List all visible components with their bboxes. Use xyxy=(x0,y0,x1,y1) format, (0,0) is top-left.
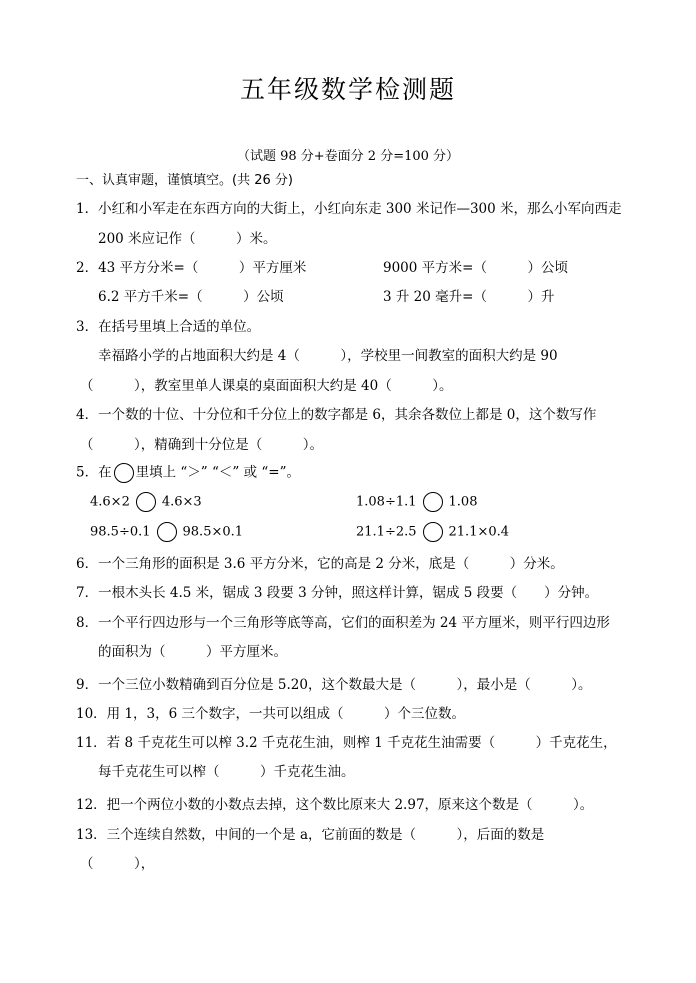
question-12: 12．把一个两位小数的小数点去掉，这个数比原来大 2.97，原来这个数是（ ）。 xyxy=(76,797,594,813)
compare-item-3 xyxy=(90,522,243,543)
question-2-item-1: 2．43 平方分米=（ ）平方厘米 xyxy=(76,260,307,276)
score-note: （试题 98 分+卷面分 2 分=100 分） xyxy=(236,149,460,164)
question-5-suffix: 里填上 “＞” “＜” 或 “=”。 xyxy=(135,464,300,481)
compare-circle-1[interactable] xyxy=(136,492,156,512)
compare-circle-4[interactable] xyxy=(423,522,443,542)
compare-item-4 xyxy=(356,522,509,543)
compare-item-2 xyxy=(356,492,477,513)
question-4-line-1: 4．一个数的十位、十分位和千分位上的数字都是 6，其余各数位上都是 0，这个数写作 xyxy=(76,407,597,423)
question-11-line-1: 11．若 8 千克花生可以榨 3.2 千克花生油，则榨 1 千克花生油需要（ ）千克花生， xyxy=(76,735,617,751)
question-3-line-3: （ ），教室里单人课桌的桌面面积大约是 40（ ）。 xyxy=(80,378,453,394)
circle-blank-icon xyxy=(114,463,134,483)
compare-item-1 xyxy=(90,492,202,513)
compare-left: 21.1÷2.5 xyxy=(356,524,417,540)
question-11-line-2: 每千克花生可以榨（ ）千克花生油。 xyxy=(98,764,355,780)
question-13-line-1: 13．三个连续自然数，中间的一个是 a，它前面的数是（ ），后面的数是 xyxy=(76,827,545,843)
compare-right: 98.5×0.1 xyxy=(182,524,244,540)
question-7: 7．一根木头长 4.5 米，锯成 3 段要 3 分钟，照这样计算，锯成 5 段要（ ）分钟。 xyxy=(76,585,599,601)
compare-left: 1.08÷1.1 xyxy=(356,494,417,510)
page-title: 五年级数学检测题 xyxy=(239,75,456,104)
compare-left: 98.5÷0.1 xyxy=(90,524,151,540)
question-8-line-2: 的面积为（ ）平方厘米。 xyxy=(98,644,287,660)
question-2-item-2: 9000 平方米=（ ）公顷 xyxy=(383,260,568,276)
compare-left: 4.6×2 xyxy=(90,494,130,510)
question-2-item-4: 3 升 20 毫升=（ ）升 xyxy=(383,289,555,305)
question-1-line-1: 1．小红和小军走在东西方向的大街上，小红向东走 300 米记作—300 米，那么小军向西走 xyxy=(76,201,622,217)
question-13-line-2: （ ）， xyxy=(80,856,155,872)
question-4-line-2: （ ），精确到十分位是（ ）。 xyxy=(80,437,323,453)
question-2-item-3: 6.2 平方千米=（ ）公顷 xyxy=(98,289,284,305)
question-5-instruction xyxy=(76,463,300,483)
compare-right: 21.1×0.4 xyxy=(448,524,510,540)
compare-right: 1.08 xyxy=(448,494,478,510)
question-5-prefix: 5．在 xyxy=(76,464,112,481)
compare-circle-2[interactable] xyxy=(423,492,443,512)
section-heading: 一、认真审题，谨慎填空。(共 26 分) xyxy=(76,173,293,188)
question-3-line-1: 3．在括号里填上合适的单位。 xyxy=(76,319,261,335)
question-1-line-2: 200 米应记作（ ）米。 xyxy=(98,231,277,247)
question-10: 10．用 1，3，6 三个数字，一共可以组成（ ）个三位数。 xyxy=(76,706,466,722)
question-3-line-2: 幸福路小学的占地面积大约是 4（ ），学校里一间教室的面积大约是 90 xyxy=(98,348,558,364)
question-6: 6．一个三角形的面积是 3.6 平方分米，它的高是 2 分米，底是（ ）分米。 xyxy=(76,556,564,572)
question-8-line-1: 8．一个平行四边形与一个三角形等底等高，它们的面积差为 24 平方厘米，则平行四边形 xyxy=(76,615,610,631)
compare-right: 4.6×3 xyxy=(161,494,202,510)
compare-circle-3[interactable] xyxy=(157,522,177,542)
question-9: 9．一个三位小数精确到百分位是 5.20，这个数最大是（ ），最小是（ ）。 xyxy=(76,677,592,693)
